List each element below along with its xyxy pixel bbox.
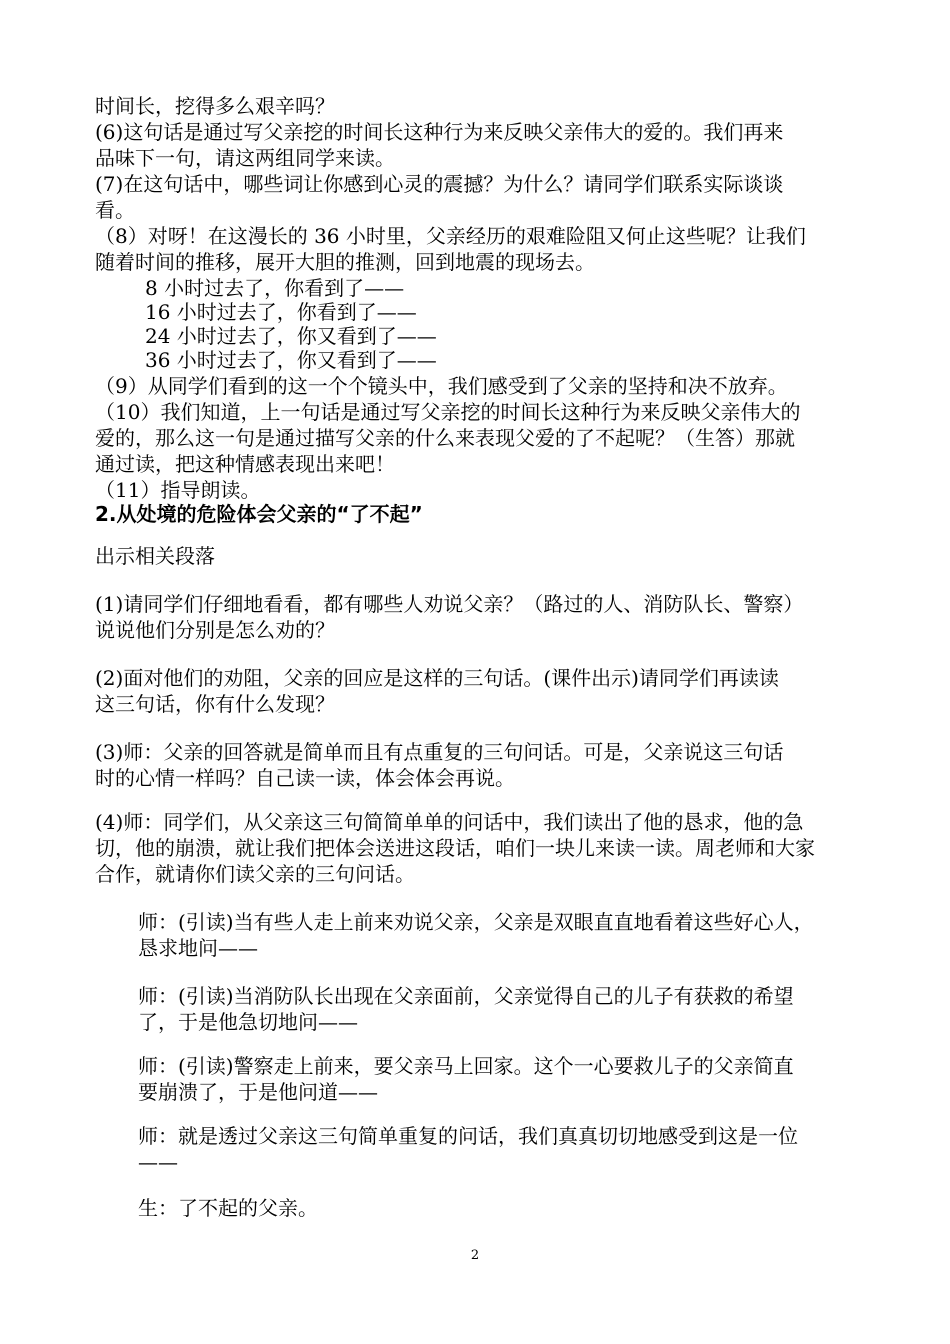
text-line: 要崩溃了，于是他问道——: [138, 1080, 378, 1104]
text-line: （11）指导朗读。: [95, 478, 261, 502]
text-line: 出示相关段落: [95, 544, 215, 568]
text-line: 切，他的崩溃，就让我们把体会送进这段话，咱们一块儿来读一读。周老师和大家: [95, 836, 815, 860]
text-line: （10）我们知道，上一句话是通过写父亲挖的时间长这种行为来反映父亲伟大的: [95, 400, 801, 424]
text-line: 师：(引读)警察走上前来，要父亲马上回家。这个一心要救儿子的父亲简直: [138, 1054, 794, 1078]
text-line: 师：(引读)当有些人走上前来劝说父亲，父亲是双眼直直地看着这些好心人，: [138, 910, 814, 934]
text-line: （8）对呀！在这漫长的 36 小时里，父亲经历的艰难险阻又何止这些呢？让我们: [95, 224, 806, 248]
section-heading: 2.从处境的危险体会父亲的“了不起”: [95, 502, 423, 526]
text-line: (1)请同学们仔细地看看，都有哪些人劝说父亲？（路过的人、消防队长、警察）: [95, 592, 804, 616]
text-line: 合作，就请你们读父亲的三句问话。: [95, 862, 415, 886]
text-line: (6)这句话是通过写父亲挖的时间长这种行为来反映父亲伟大的爱的。我们再来: [95, 120, 784, 144]
text-line: (2)面对他们的劝阻，父亲的回应是这样的三句话。(课件出示)请同学们再读读: [95, 666, 779, 690]
text-line: 了，于是他急切地问——: [138, 1010, 358, 1034]
text-line: 恳求地问——: [138, 936, 258, 960]
text-line: 师：就是透过父亲这三句简单重复的问话，我们真真切切地感受到这是一位: [138, 1124, 798, 1148]
text-line: 这三句话，你有什么发现？: [95, 692, 335, 716]
text-line: 8 小时过去了，你看到了——: [145, 276, 405, 300]
text-line: （9）从同学们看到的这一个个镜头中，我们感受到了父亲的坚持和决不放弃。: [95, 374, 788, 398]
text-line: 时的心情一样吗？自己读一读，体会体会再说。: [95, 766, 515, 790]
text-line: (7)在这句话中，哪些词让你感到心灵的震撼？为什么？请同学们联系实际谈谈: [95, 172, 784, 196]
text-line: 看。: [95, 198, 135, 222]
text-line: 品味下一句，请这两组同学来读。: [95, 146, 395, 170]
text-line: (3)师：父亲的回答就是简单而且有点重复的三句问话。可是，父亲说这三句话: [95, 740, 784, 764]
text-line: 师：(引读)当消防队长出现在父亲面前，父亲觉得自己的儿子有获救的希望: [138, 984, 794, 1008]
text-line: 随着时间的推移，展开大胆的推测，回到地震的现场去。: [95, 250, 595, 274]
text-line: 16 小时过去了，你看到了——: [145, 300, 417, 324]
text-line: 通过读，把这种情感表现出来吧！: [95, 452, 395, 476]
text-line: 24 小时过去了，你又看到了——: [145, 324, 437, 348]
page-number: 2: [470, 1248, 480, 1263]
text-line: 生：了不起的父亲。: [138, 1196, 318, 1220]
text-line: 36 小时过去了，你又看到了——: [145, 348, 437, 372]
text-line: ——: [138, 1150, 178, 1174]
text-line: 爱的，那么这一句是通过描写父亲的什么来表现父爱的了不起呢？（生答）那就: [95, 426, 795, 450]
text-line: 时间长，挖得多么艰辛吗？: [95, 94, 335, 118]
text-line: 说说他们分别是怎么劝的？: [95, 618, 335, 642]
text-line: (4)师：同学们，从父亲这三句简简单单的问话中，我们读出了他的恳求，他的急: [95, 810, 804, 834]
